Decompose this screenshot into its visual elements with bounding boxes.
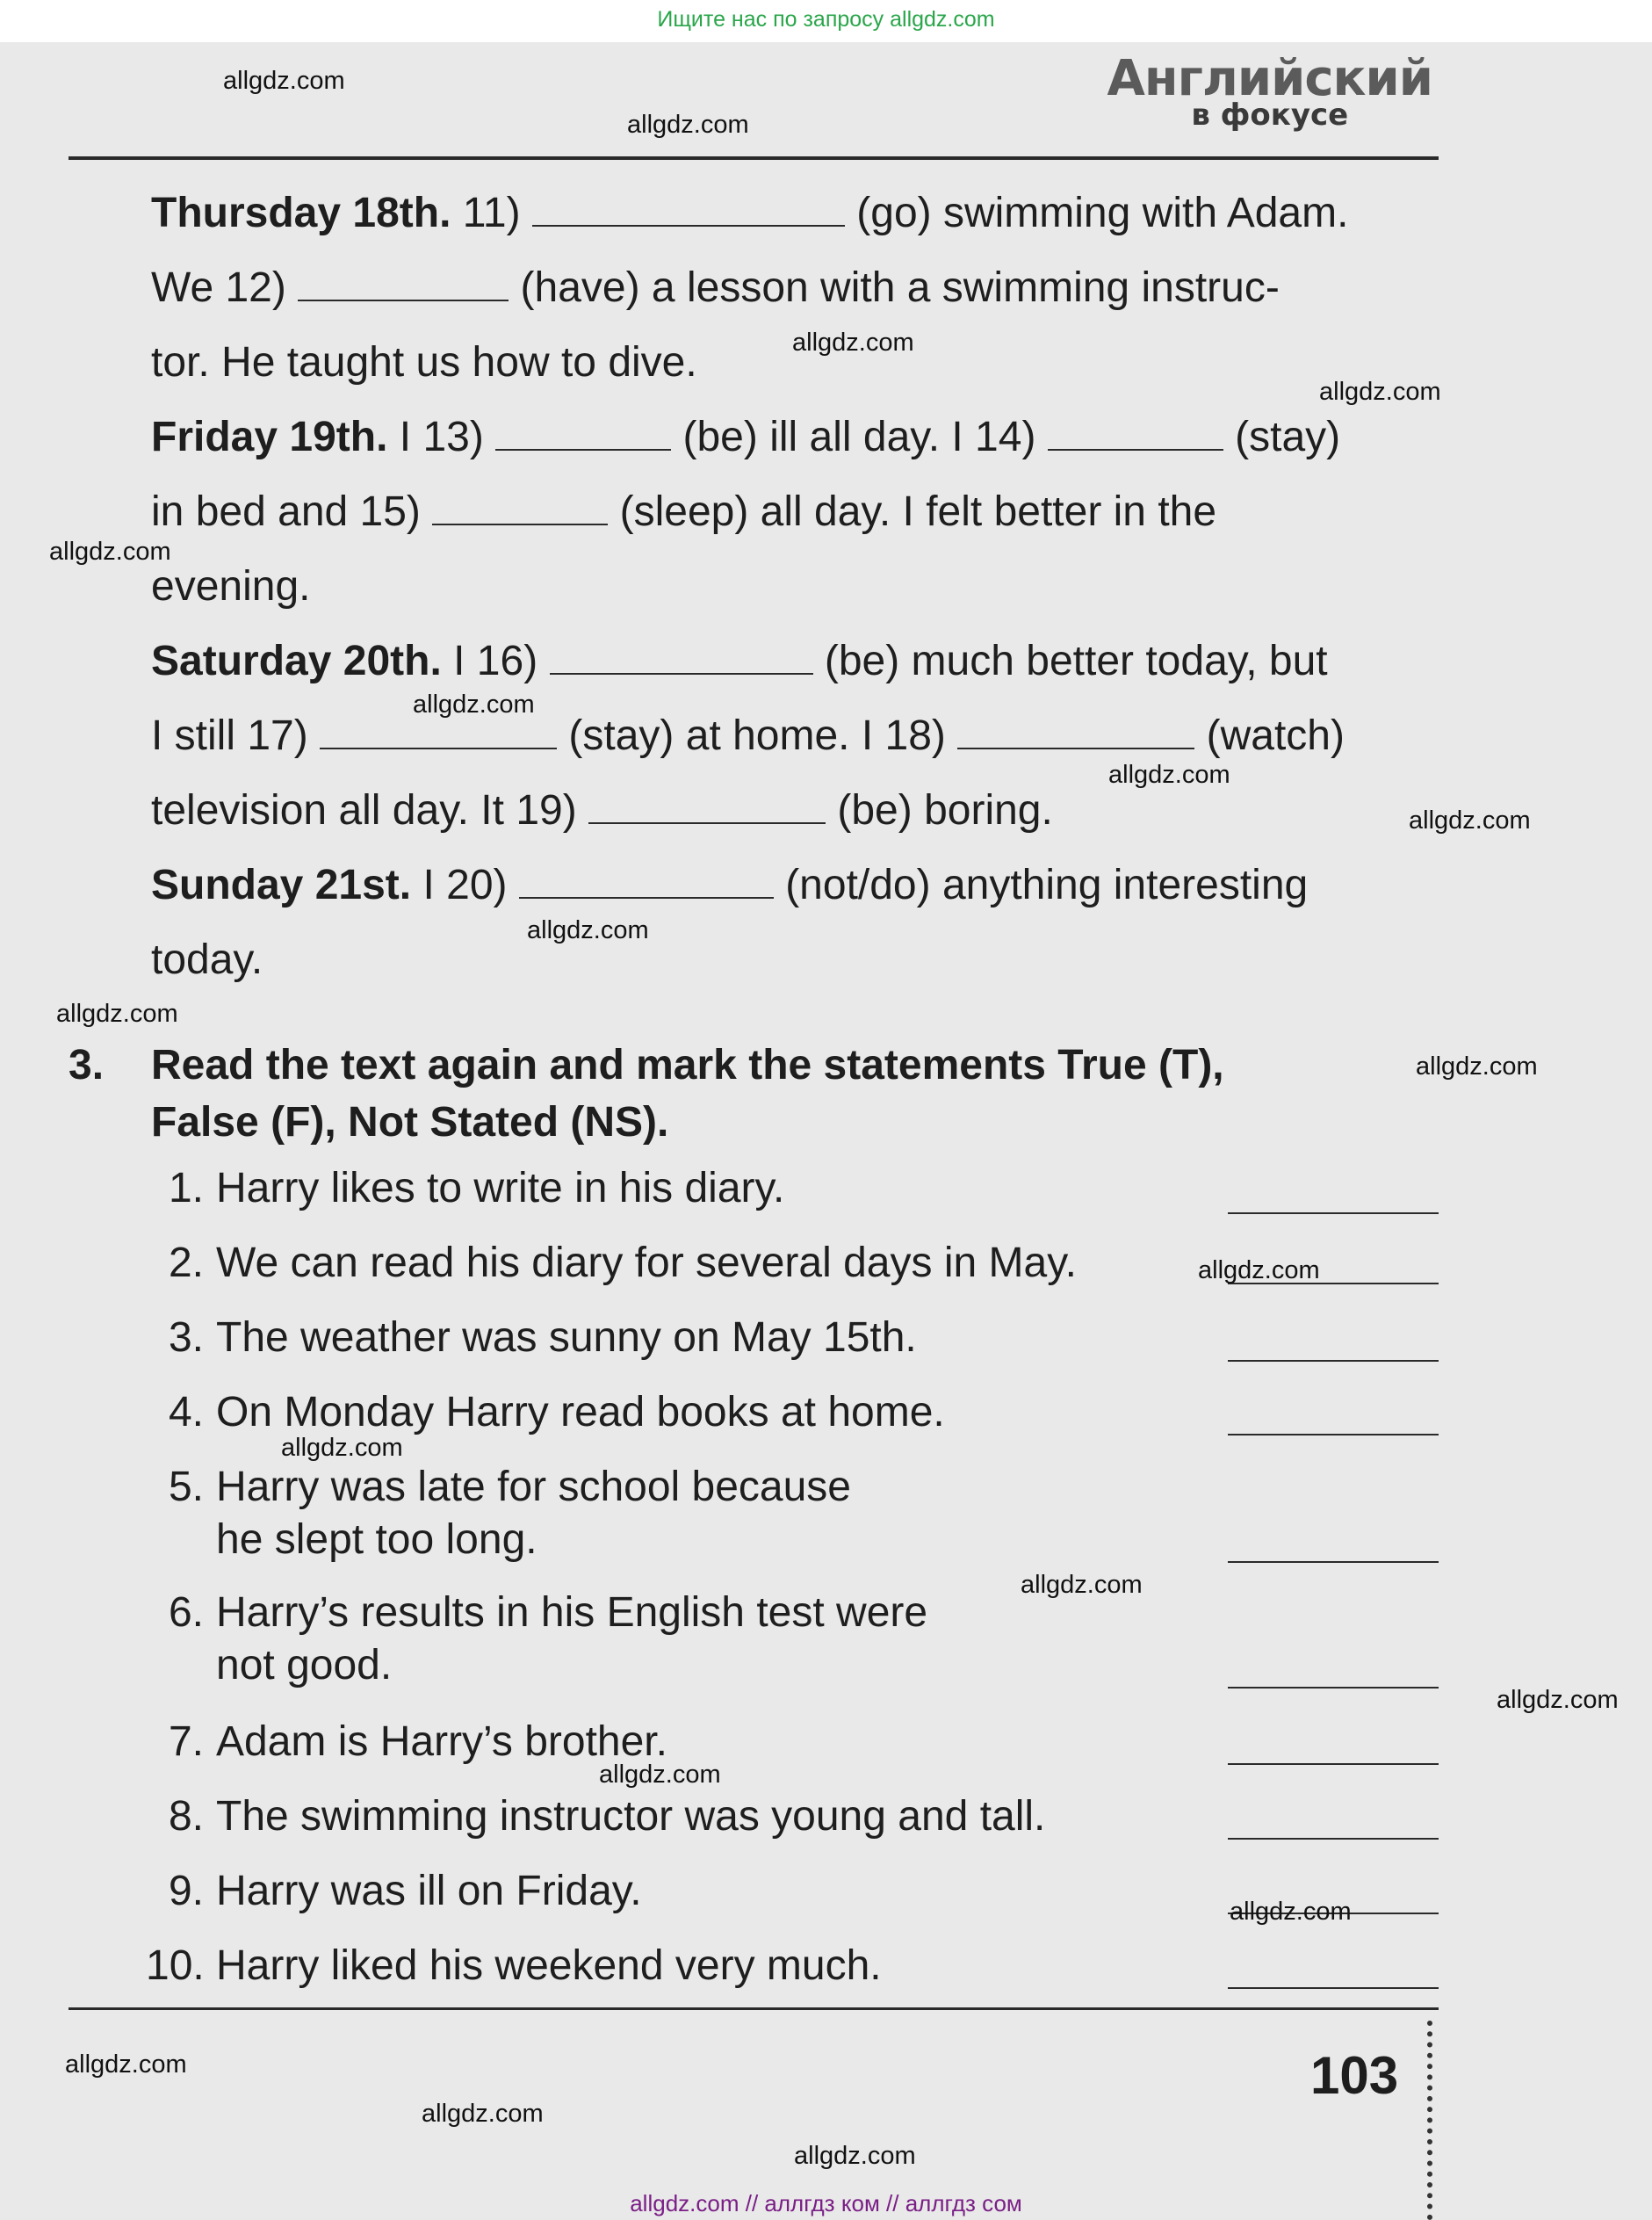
watermark: allgdz.com: [65, 2050, 187, 2079]
statement-item: 2. We can read his diary for several days in May.: [168, 1240, 1077, 1286]
statement-item: 1. Harry likes to write in his diary.: [168, 1165, 785, 1211]
statement-item: 6. Harry’s results in his English test were: [168, 1589, 928, 1636]
answer-line[interactable]: [1228, 1687, 1439, 1689]
statement-item: 9. Harry was ill on Friday.: [168, 1868, 642, 1914]
watermark: allgdz.com: [627, 111, 749, 139]
watermark: allgdz.com: [413, 691, 535, 719]
diary-line: evening.: [151, 563, 311, 610]
watermark: allgdz.com: [56, 1000, 178, 1028]
diary-day-friday: Friday 19th.: [151, 414, 388, 460]
diary-line: Saturday 20th. I 16) (be) much better today, but: [151, 638, 1328, 684]
exercise-instruction: False (F), Not Stated (NS).: [151, 1099, 669, 1146]
diary-line: in bed and 15) (sleep) all day. I felt better in the: [151, 488, 1217, 535]
diary-line: television all day. It 19) (be) boring.: [151, 787, 1053, 834]
diary-line: I still 17) (stay) at home. I 18) (watch): [151, 712, 1345, 759]
watermark: allgdz.com: [1497, 1686, 1619, 1714]
watermark: allgdz.com: [49, 538, 171, 566]
answer-line[interactable]: [1228, 1838, 1439, 1840]
footer-rule: [69, 2007, 1439, 2010]
answer-line[interactable]: [1228, 1987, 1439, 1989]
diary-line: today.: [151, 936, 263, 983]
watermark: allgdz.com: [1230, 1898, 1352, 1926]
answer-blank[interactable]: [550, 638, 813, 675]
watermark: allgdz.com: [1108, 761, 1230, 789]
watermark: allgdz.com: [223, 67, 345, 95]
answer-line[interactable]: [1228, 1561, 1439, 1563]
watermark: allgdz.com: [1021, 1571, 1143, 1599]
statement-item: 5. Harry was late for school because: [168, 1464, 851, 1510]
bottom-banner-text: allgdz.com // аллгдз ком // аллгдз сом: [630, 2190, 1022, 2216]
statement-item-continued: he slept too long.: [216, 1516, 537, 1563]
logo-subtitle: в фокусе: [1191, 98, 1349, 133]
watermark: allgdz.com: [792, 329, 914, 357]
statement-item: 10. Harry liked his weekend very much.: [146, 1942, 882, 1989]
answer-blank[interactable]: [588, 787, 826, 824]
diary-day-saturday: Saturday 20th.: [151, 638, 442, 684]
book-logo: [1107, 50, 1432, 133]
watermark: allgdz.com: [281, 1434, 403, 1462]
answer-blank[interactable]: [519, 862, 774, 899]
answer-blank[interactable]: [1048, 414, 1223, 451]
answer-blank[interactable]: [532, 190, 845, 227]
watermark: allgdz.com: [527, 916, 649, 944]
answer-blank[interactable]: [432, 488, 608, 525]
diary-line: tor. He taught us how to dive.: [151, 339, 697, 386]
page-number: 103: [1310, 2046, 1399, 2105]
statement-item: 7. Adam is Harry’s brother.: [168, 1718, 667, 1765]
watermark: allgdz.com: [1416, 1052, 1538, 1081]
answer-line[interactable]: [1228, 1434, 1439, 1435]
statement-item: 3. The weather was sunny on May 15th.: [168, 1314, 917, 1361]
answer-blank[interactable]: [495, 414, 671, 451]
answer-line[interactable]: [1228, 1212, 1439, 1214]
statement-item-continued: not good.: [216, 1642, 393, 1689]
answer-blank[interactable]: [298, 264, 509, 301]
diary-day-thursday: Thursday 18th.: [151, 190, 451, 236]
top-banner-text: Ищите нас по запросу allgdz.com: [657, 7, 995, 32]
watermark: allgdz.com: [794, 2142, 916, 2170]
answer-line[interactable]: [1228, 1360, 1439, 1362]
answer-line[interactable]: [1228, 1763, 1439, 1765]
watermark: allgdz.com: [1319, 378, 1441, 406]
diary-line: We 12) (have) a lesson with a swimming instruc-: [151, 264, 1280, 311]
exercise-number: 3.: [69, 1042, 105, 1088]
answer-blank[interactable]: [957, 712, 1194, 749]
top-banner: [0, 0, 1652, 42]
watermark: allgdz.com: [1198, 1256, 1320, 1284]
header-rule: [69, 156, 1439, 160]
exercise-instruction: Read the text again and mark the statements True (T),: [151, 1042, 1224, 1088]
watermark: allgdz.com: [1409, 806, 1531, 835]
diary-day-sunday: Sunday 21st.: [151, 862, 412, 908]
statement-item: 4. On Monday Harry read books at home.: [168, 1389, 945, 1435]
diary-line: Thursday 18th. 11) (go) swimming with Adam.: [151, 190, 1349, 236]
watermark: allgdz.com: [422, 2100, 544, 2128]
statement-item: 8. The swimming instructor was young and tall.: [168, 1793, 1046, 1840]
watermark: allgdz.com: [599, 1761, 721, 1789]
logo-title: Английский: [1107, 50, 1432, 107]
diary-line: Sunday 21st. I 20) (not/do) anything interesting: [151, 862, 1309, 908]
bottom-banner: [0, 2187, 1652, 2220]
diary-line: Friday 19th. I 13) (be) ill all day. I 14) (stay): [151, 414, 1341, 460]
